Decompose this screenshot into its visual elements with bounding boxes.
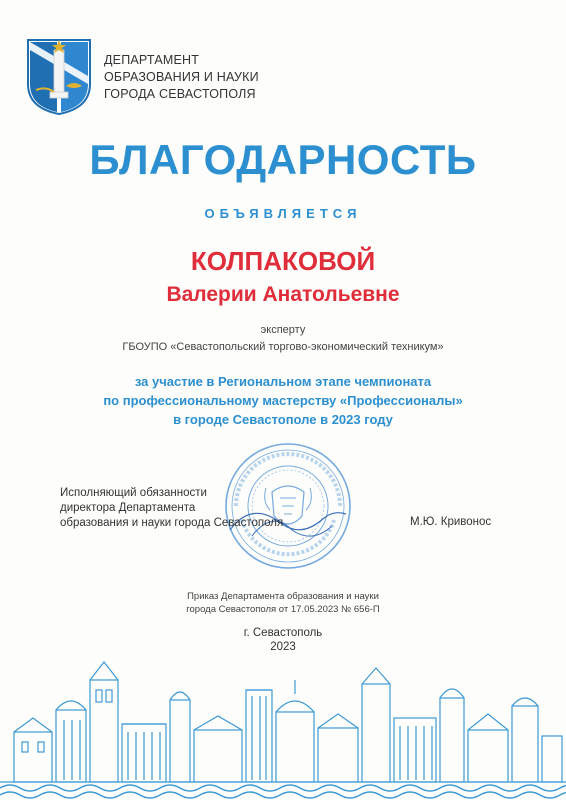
signatory-position-line: Исполняющий обязанности: [60, 487, 207, 499]
year: 2023: [270, 641, 296, 653]
recipient-organization: ГБОУПО «Севастопольский торгово-экономический техникум»: [122, 341, 444, 353]
department-line: ДЕПАРТАМЕНТ: [104, 53, 200, 67]
reason-line: в городе Севастополе в 2023 году: [173, 412, 393, 427]
department-line: ГОРОДА СЕВАСТОПОЛЯ: [104, 87, 256, 101]
reason-line: за участие в Региональном этапе чемпионата: [134, 374, 432, 389]
signatory-name: М.Ю. Кривонос: [410, 516, 492, 528]
announcement-text: ОБЪЯВЛЯЕТСЯ: [204, 206, 362, 221]
department-name: [104, 52, 259, 103]
order-line: города Севастополя от 17.05.2023 № 656-П: [186, 604, 380, 615]
signatory-position-line: директора Департамента: [60, 502, 196, 514]
signatory-position-line: образования и науки города Севастополя: [60, 517, 284, 529]
recipient-role: эксперту: [260, 324, 306, 336]
signatory-position: [60, 486, 283, 531]
department-line: ОБРАЗОВАНИЯ И НАУКИ: [104, 70, 259, 84]
award-reason: [0, 372, 566, 429]
order-reference: [0, 590, 566, 616]
page-title: БЛАГОДАРНОСТЬ: [89, 136, 477, 183]
recipient-name: Валерии Анатольевне: [166, 283, 400, 306]
recipient-surname: КОЛПАКОВОЙ: [190, 246, 376, 276]
sevastopol-coat-of-arms-icon: [24, 36, 94, 116]
order-line: Приказ Департамента образования и науки: [187, 591, 379, 602]
reason-line: по профессиональному мастерству «Профессионалы»: [103, 393, 463, 408]
city-skyline-illustration: [0, 640, 566, 800]
recipient-role-block: [0, 322, 566, 356]
city-name: г. Севастополь: [243, 627, 323, 639]
